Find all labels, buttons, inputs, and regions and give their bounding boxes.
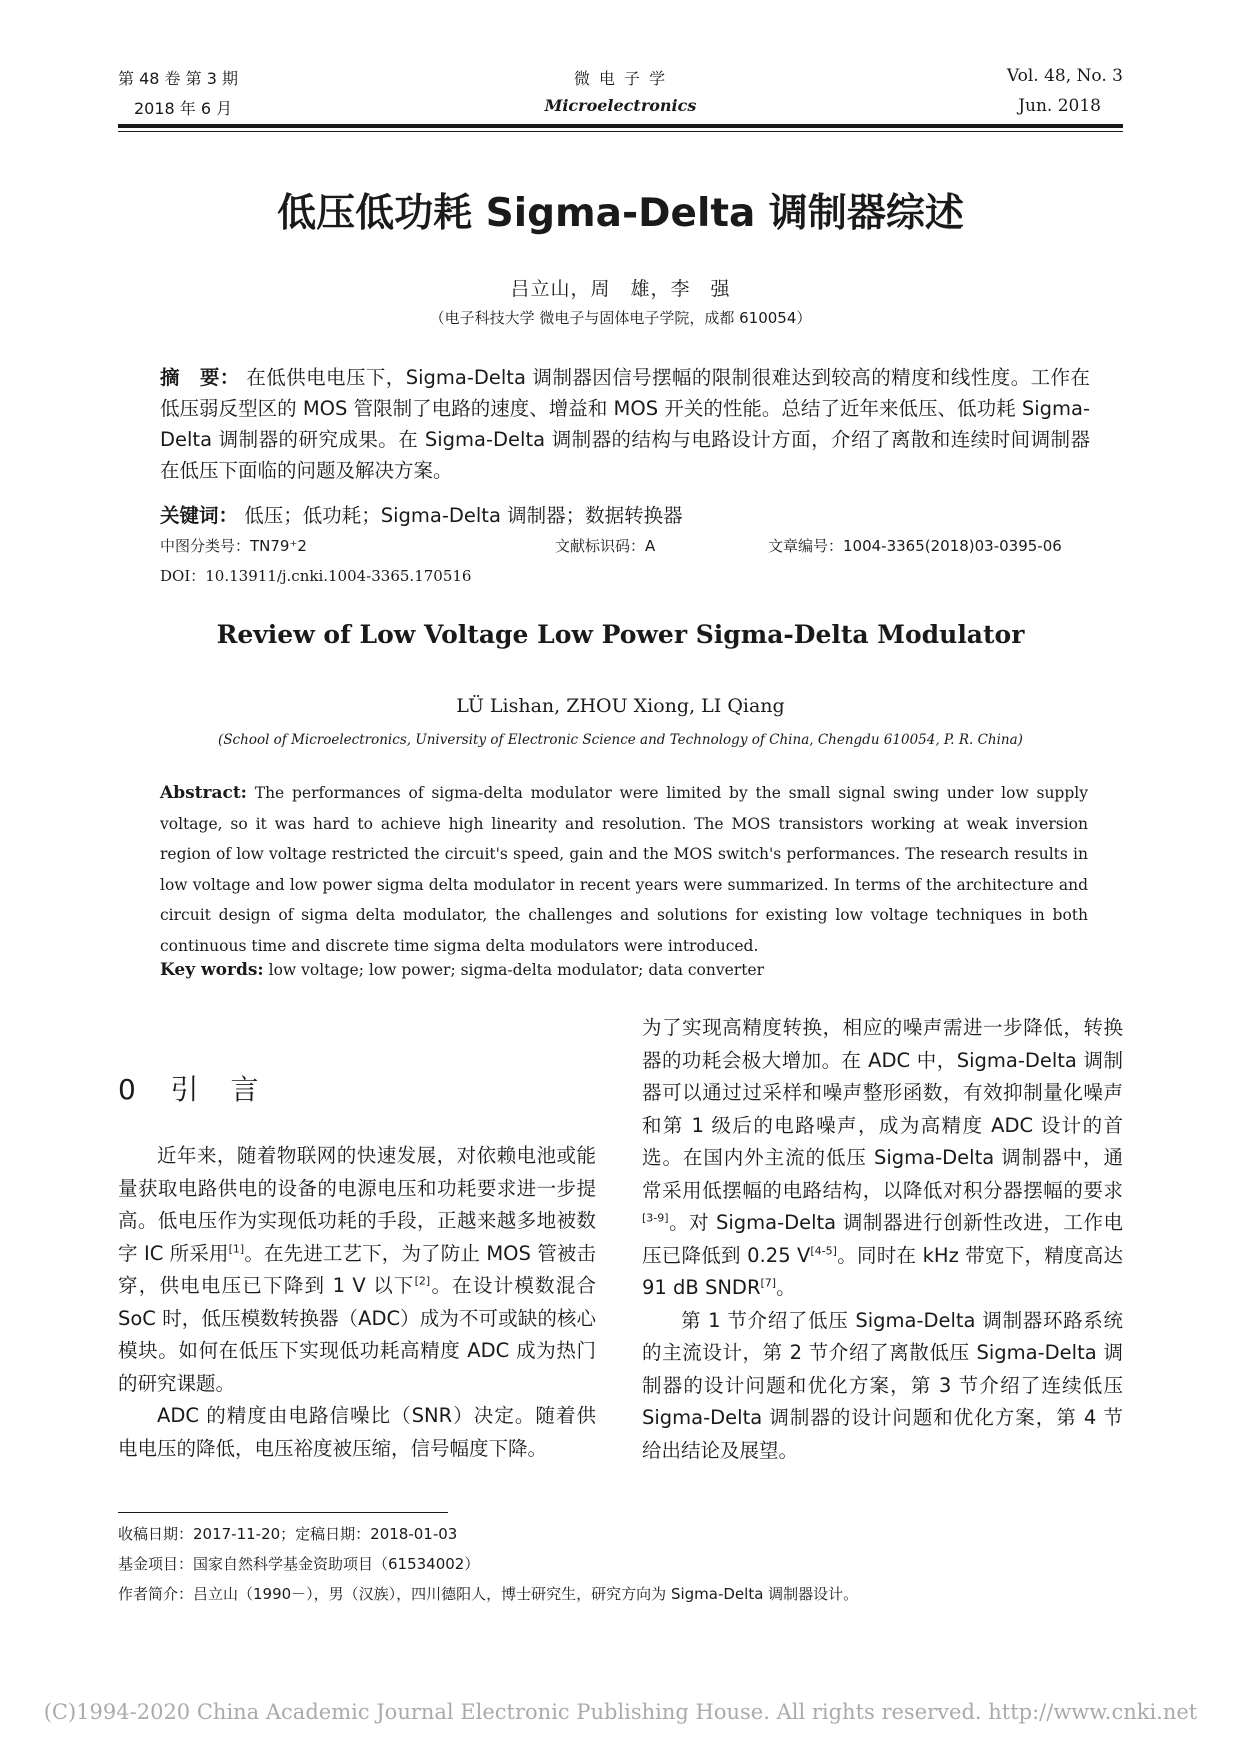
affiliation-en: (School of Microelectronics, University of Electronic Science and Technology of China, Chengdu 610054, P. R. China) bbox=[218, 732, 1023, 748]
keywords-en-text: low voltage; low power; sigma-delta modulator; data converter bbox=[268, 961, 765, 979]
keywords-cn-text: 低压；低功耗；Sigma-Delta 调制器；数据转换器 bbox=[244, 504, 683, 527]
body-paragraph-2: ADC 的精度由电路信噪比（SNR）决定。随着供电电压的降低，电压裕度被压缩，信号幅度下降。 bbox=[118, 1404, 596, 1460]
keywords-en-label: Key words: bbox=[160, 960, 264, 980]
doi: DOI：10.13911/j.cnki.1004-3365.170516 bbox=[160, 567, 472, 585]
authors-cn: 吕立山，周 雄，李 强 bbox=[510, 278, 731, 300]
section-title: 引 言 bbox=[170, 1073, 261, 1106]
abstract-cn-text: 在低供电电压下，Sigma-Delta 调制器因信号摆幅的限制很难达到较高的精度和线性度。工作在低压弱反型区的 MOS 管限制了电路的速度、增益和 MOS 开关的性能。总结了近年来低压、低功耗 Sigma-Delta 调制器的研究成果。在 Sigma-Delta 调制器的结构与电路设计方面，介绍了离散和连续时间调制器在低压下面临的问题及解决方案。 bbox=[160, 366, 1090, 482]
header-date-cn: 2018 年 6 月 bbox=[134, 99, 233, 118]
header-date-en: Jun. 2018 bbox=[1018, 96, 1101, 116]
body-column-right bbox=[642, 1012, 1123, 1467]
abstract-cn bbox=[160, 362, 1090, 486]
abstract-cn-label: 摘 要： bbox=[160, 366, 240, 389]
paper-title-en: Review of Low Voltage Low Power Sigma-Delta Modulator bbox=[216, 620, 1025, 649]
header-journal-en: Microelectronics bbox=[544, 96, 697, 115]
body-text: 。在先进工艺下，为了防止 MOS 管被击穿，供电电压已下降到 1 V 以下 bbox=[118, 1241, 597, 1297]
citation: [3-9] bbox=[642, 1211, 669, 1225]
affiliation-cn: （电子科技大学 微电子与固体电子学院，成都 610054） bbox=[429, 309, 812, 327]
keywords-cn-label: 关键词： bbox=[160, 504, 239, 527]
body-text: 近年来，随着物联网的快速发展，对依赖电池或能量获取电路供电的设备的电源电压和功耗要求进一步提高。低电压作为实现低功耗的手段，正越来越多地被数字 IC 所采用 bbox=[118, 1144, 596, 1265]
citation: [2] bbox=[414, 1274, 431, 1288]
footnote-fund: 基金项目：国家自然科学基金资助项目（61534002） bbox=[118, 1555, 480, 1573]
body-text: 。 bbox=[776, 1276, 796, 1299]
body-text: 为了实现高精度转换，相应的噪声需进一步降低，转换器的功耗会极大增加。在 ADC 中，Sigma-Delta 调制器可以通过过采样和噪声整形函数，有效抑制量化噪声和第 1 级后的电路噪声，成为高精度 ADC 设计的首选。在国内外主流的低压 Sigma-Delta 调制器中，通常采用低摆幅的电路结构，以降低对积分器摆幅的要求 bbox=[642, 1016, 1123, 1202]
body-text: 。在设计模数混合 SoC 时，低压模数转换器（ADC）成为不可或缺的核心模块。如何在低压下实现低功耗高精度 ADC 成为热门的研究课题。 bbox=[118, 1274, 596, 1395]
citation: [4-5] bbox=[810, 1244, 837, 1257]
footnote-rule bbox=[118, 1512, 448, 1513]
keywords-en bbox=[160, 960, 764, 980]
copyright-notice: (C)1994-2020 China Academic Journal Electronic Publishing House. All rights reserved. http://www.cnki.net bbox=[43, 1700, 1198, 1724]
section-heading bbox=[118, 1068, 261, 1108]
document-code: 文献标识码：A bbox=[555, 537, 656, 555]
citation: [7] bbox=[760, 1276, 777, 1290]
citation: [1] bbox=[228, 1242, 245, 1255]
body-text: 。对 Sigma-Delta 调制器进行创新性改进，工作电压已降低到 0.25 V bbox=[642, 1211, 1123, 1267]
authors-en: LÜ Lishan, ZHOU Xiong, LI Qiang bbox=[456, 695, 785, 717]
header-issue-en: Vol. 48, No. 3 bbox=[1006, 66, 1123, 86]
body-column-left bbox=[118, 1140, 596, 1465]
clc-number: 中图分类号：TN79⁺2 bbox=[160, 537, 307, 555]
footnote-received: 收稿日期：2017-11-20；定稿日期：2018-01-03 bbox=[118, 1525, 458, 1543]
article-number: 文章编号：1004-3365(2018)03-0395-06 bbox=[768, 537, 1062, 555]
abstract-en bbox=[160, 778, 1088, 961]
body-paragraph-3 bbox=[642, 1012, 1123, 1305]
header-rule-thick bbox=[118, 124, 1123, 128]
body-text: 。同时在 kHz 带宽下，精度高达 91 dB SNDR bbox=[642, 1243, 1123, 1299]
body-paragraph-1 bbox=[118, 1140, 596, 1400]
footnote-author: 作者简介：吕立山（1990－），男（汉族），四川德阳人，博士研究生，研究方向为 Sigma-Delta 调制器设计。 bbox=[118, 1585, 859, 1603]
body-paragraph-4: 第 1 节介绍了低压 Sigma-Delta 调制器环路系统的主流设计，第 2 节介绍了离散低压 Sigma-Delta 调制器的设计问题和优化方案，第 3 节介绍了连续低压 Sigma-Delta 调制器的设计问题和优化方案，第 4 节给出结论及展望。 bbox=[642, 1308, 1123, 1462]
header-rule-thin bbox=[118, 131, 1123, 132]
header-issue-cn: 第 48 卷 第 3 期 bbox=[118, 69, 238, 88]
paper-title-cn: 低压低功耗 Sigma-Delta 调制器综述 bbox=[277, 191, 964, 236]
abstract-en-text: The performances of sigma-delta modulator were limited by the small signal swing under low supply voltage, so it was hard to achieve high linearity and resolution. The MOS transistors working at weak inversion region of low voltage restricted the circuit's speed, gain and the MOS switch's performances. The research results in low voltage and low power sigma delta modulator in recent years were summarized. In terms of the architecture and circuit design of sigma delta modulator, the challenges and solutions for existing low voltage techniques in both continuous time and discrete time sigma delta modulators were introduced. bbox=[160, 784, 1088, 955]
abstract-en-label: Abstract: bbox=[160, 783, 247, 803]
header-journal-cn: 微 电 子 学 bbox=[573, 69, 668, 88]
keywords-cn bbox=[160, 500, 683, 528]
section-number: 0 bbox=[118, 1073, 138, 1106]
